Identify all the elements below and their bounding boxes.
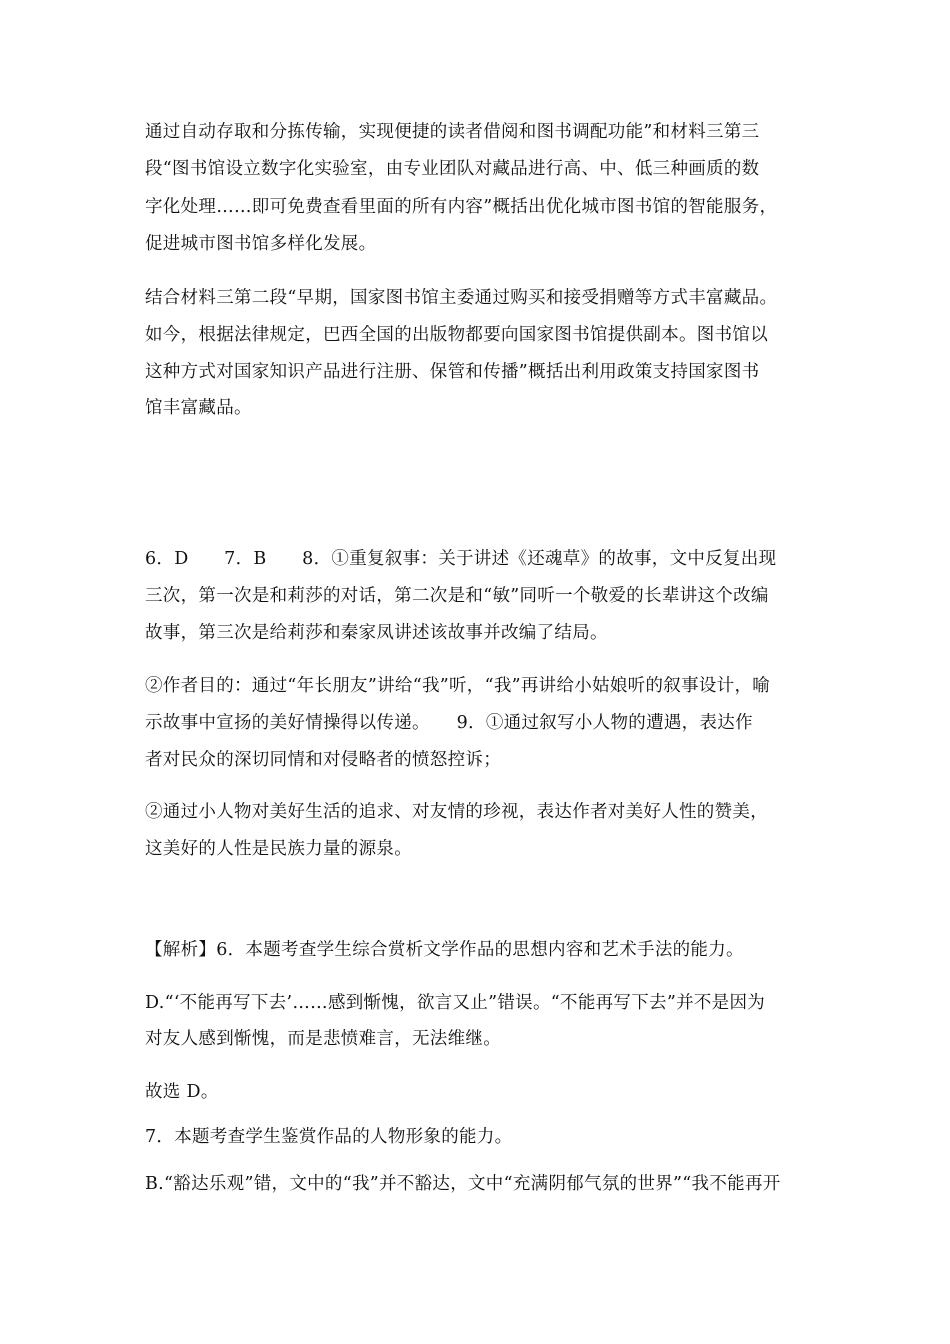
analysis-line: 对友人感到惭愧，而是悲愤难言，无法维继。 [145, 1029, 501, 1049]
text-line: 通过自动存取和分拣传输，实现便捷的读者借阅和图书调配功能”和材料三第三 [145, 122, 760, 142]
text-line: 结合材料三第二段“早期，国家图书馆主委通过购买和接受捐赠等方式丰富藏品。 [145, 288, 778, 308]
analysis-line: D.“‘不能再写下去’……感到惭愧，欲言又止”错误。“不能再写下去”并不是因为 [145, 993, 766, 1013]
answer-line: 者对民众的深切同情和对侵略者的愤怒控诉； [145, 750, 501, 770]
answer-line: 三次，第一次是和莉莎的对话，第二次是和“敏”同听一个敬爱的长辈讲这个改编 [145, 586, 769, 606]
answer-line: ②通过小人物对美好生活的追求、对友情的珍视，表达作者对美好人性的赞美， [145, 802, 768, 822]
answer-line: ②作者目的：通过“年长朋友”讲给“我”听，“我”再讲给小姑娘听的叙事设计，喻 [145, 676, 771, 696]
analysis-heading: 【解析】6．本题考查学生综合赏析文学作品的思想内容和艺术手法的能力。 [145, 940, 744, 960]
analysis-line: 7．本题考查学生鉴赏作品的人物形象的能力。 [145, 1127, 513, 1147]
text-line: 馆丰富藏品。 [145, 398, 252, 418]
answer-line: 这美好的人性是民族力量的源泉。 [145, 839, 412, 859]
text-line: 如今，根据法律规定，巴西全国的出版物都要向国家图书馆提供副本。图书馆以 [145, 325, 768, 345]
text-line: 字化处理……即可免费查看里面的所有内容”概括出优化城市图书馆的智能服务， [145, 197, 778, 217]
analysis-line: 故选 D。 [145, 1082, 219, 1102]
answer-line: 6．D 7．B 8．①重复叙事：关于讲述《还魂草》的故事，文中反复出现 [145, 549, 777, 569]
analysis-line: B.“豁达乐观”错，文中的“我”并不豁达，文中“充满阴郁气氛的世界”“我不能再开 [145, 1174, 781, 1194]
answer-line: 故事，第三次是给莉莎和秦家凤讲述该故事并改编了结局。 [145, 623, 608, 643]
text-line: 这种方式对国家知识产品进行注册、保管和传播”概括出利用政策支持国家图书 [145, 362, 760, 382]
text-line: 段“图书馆设立数字化实验室，由专业团队对藏品进行高、中、低三种画质的数 [145, 159, 760, 179]
text-line: 促进城市图书馆多样化发展。 [145, 234, 377, 254]
answer-line: 示故事中宣扬的美好情操得以传递。 9．①通过叙写小人物的遭遇，表达作 [145, 713, 753, 733]
